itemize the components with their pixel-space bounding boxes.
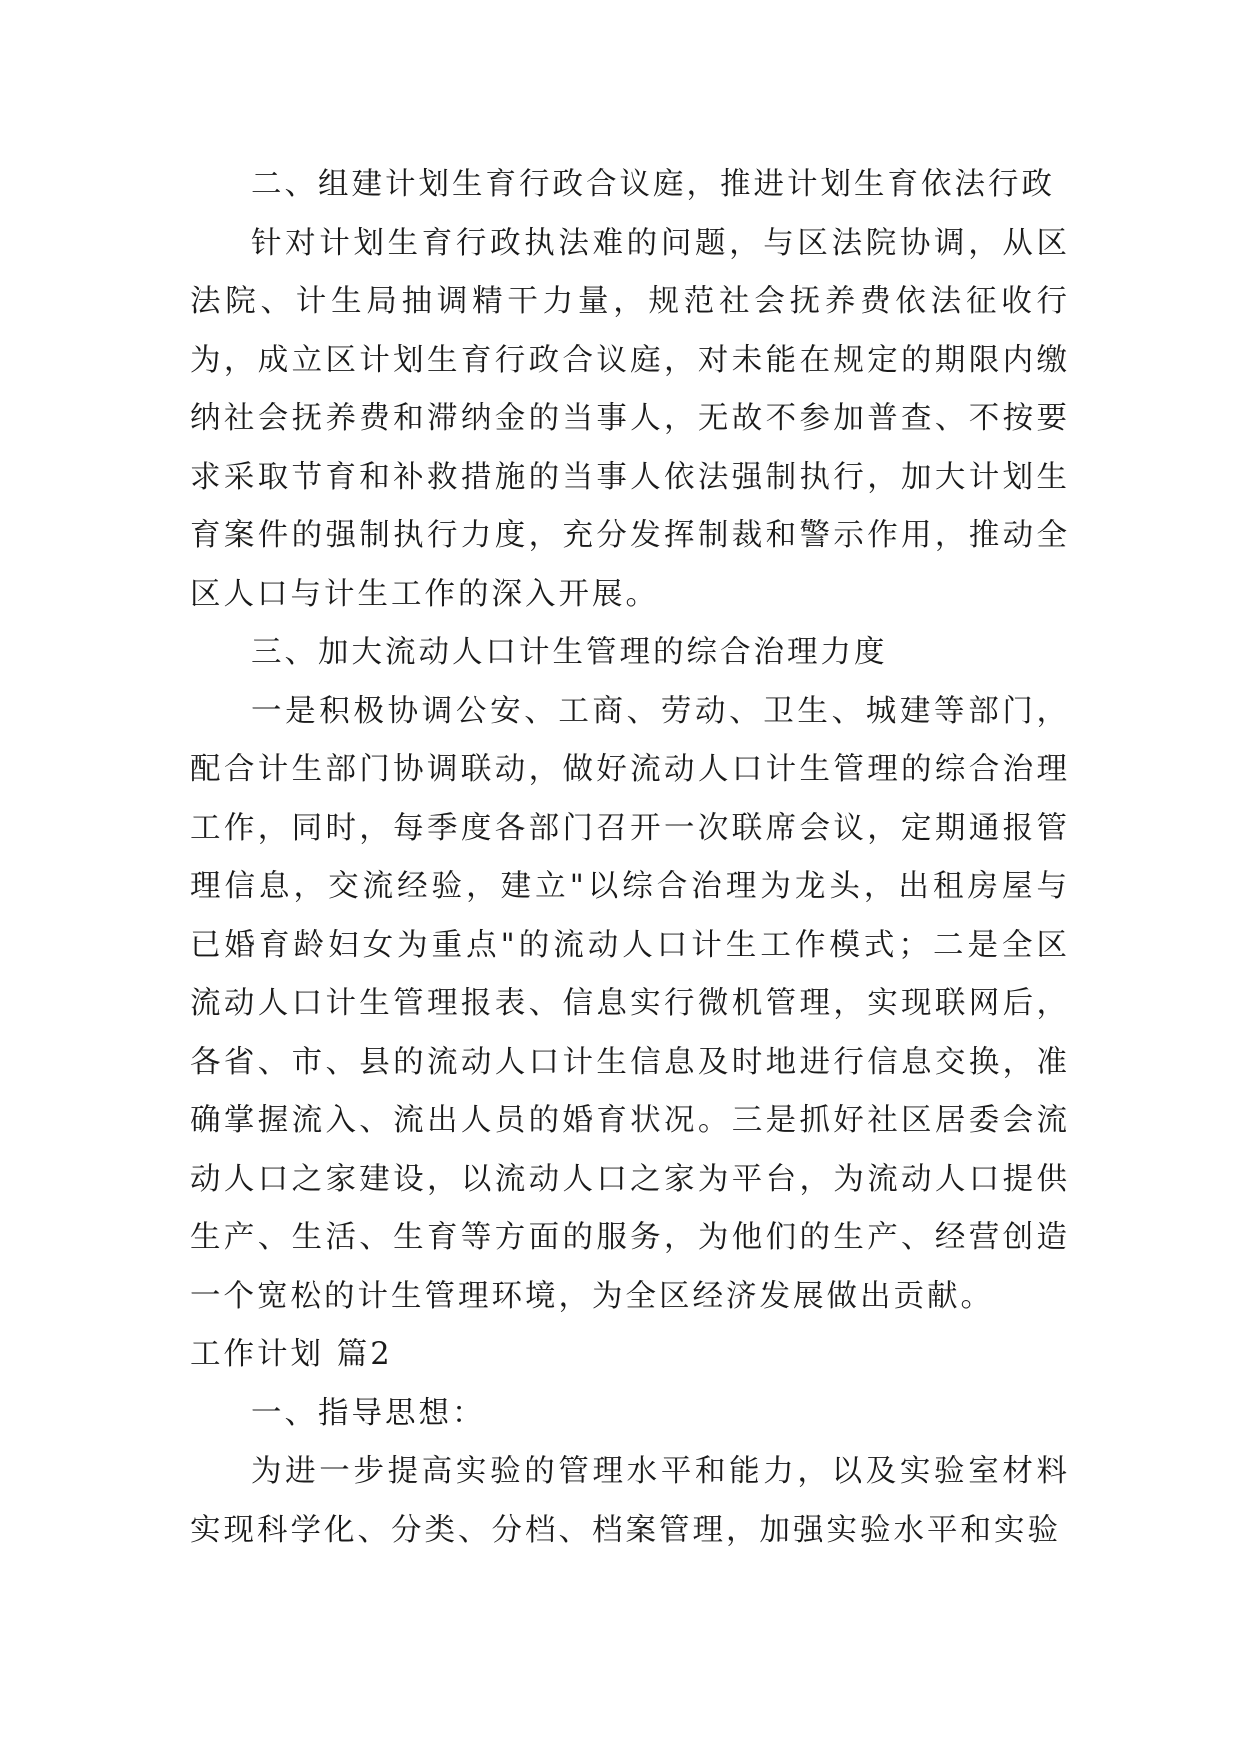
paragraph-floating-population: 一是积极协调公安、工商、劳动、卫生、城建等部门，配合计生部门协调联动，做好流动人口计生管理的综合治理工作，同时，每季度各部门召开一次联席会议，定期通报管理信息，交流经验，建立"以综合治理为龙头，出租房屋与已婚育龄妇女为重点"的流动人口计生工作模式；二是全区流动人口计生管理报表、信息实行微机管理，实现联网后，各省、市、县的流动人口计生信息及时地进行信息交换，准确掌握流入、流出人员的婚育状况。三是抓好社区居委会流动人口之家建设，以流动人口之家为平台，为流动人口提供生产、生活、生育等方面的服务，为他们的生产、经营创造一个宽松的计生管理环境，为全区经济发展做出贡献。 xyxy=(190,693,1070,1314)
section-heading-3: 三、加大流动人口计生管理的综合治理力度 xyxy=(251,635,888,670)
work-plan-title: 工作计划 篇2 xyxy=(190,1337,393,1372)
paragraph-court: 针对计划生育行政执法难的问题，与区法院协调，从区法院、计生局抽调精干力量，规范社会抚养费依法征收行为，成立区计划生育行政合议庭，对未能在规定的期限内缴纳社会抚养费和滞纳金的当事人，无故不参加普查、不按要求采取节育和补救措施的当事人依法强制执行，加大计划生育案件的强制执行力度，充分发挥制裁和警示作用，推动全区人口与计生工作的深入开展。 xyxy=(190,225,1070,612)
section-heading-2: 二、组建计划生育行政合议庭，推进计划生育依法行政 xyxy=(251,167,1055,202)
paragraph-lab-management: 为进一步提高实验的管理水平和能力，以及实验室材料实现科学化、分类、分档、档案管理，加强实验水平和实验 xyxy=(190,1454,1070,1548)
guiding-ideology-heading: 一、指导思想： xyxy=(251,1395,486,1431)
document-body xyxy=(190,156,1070,1560)
